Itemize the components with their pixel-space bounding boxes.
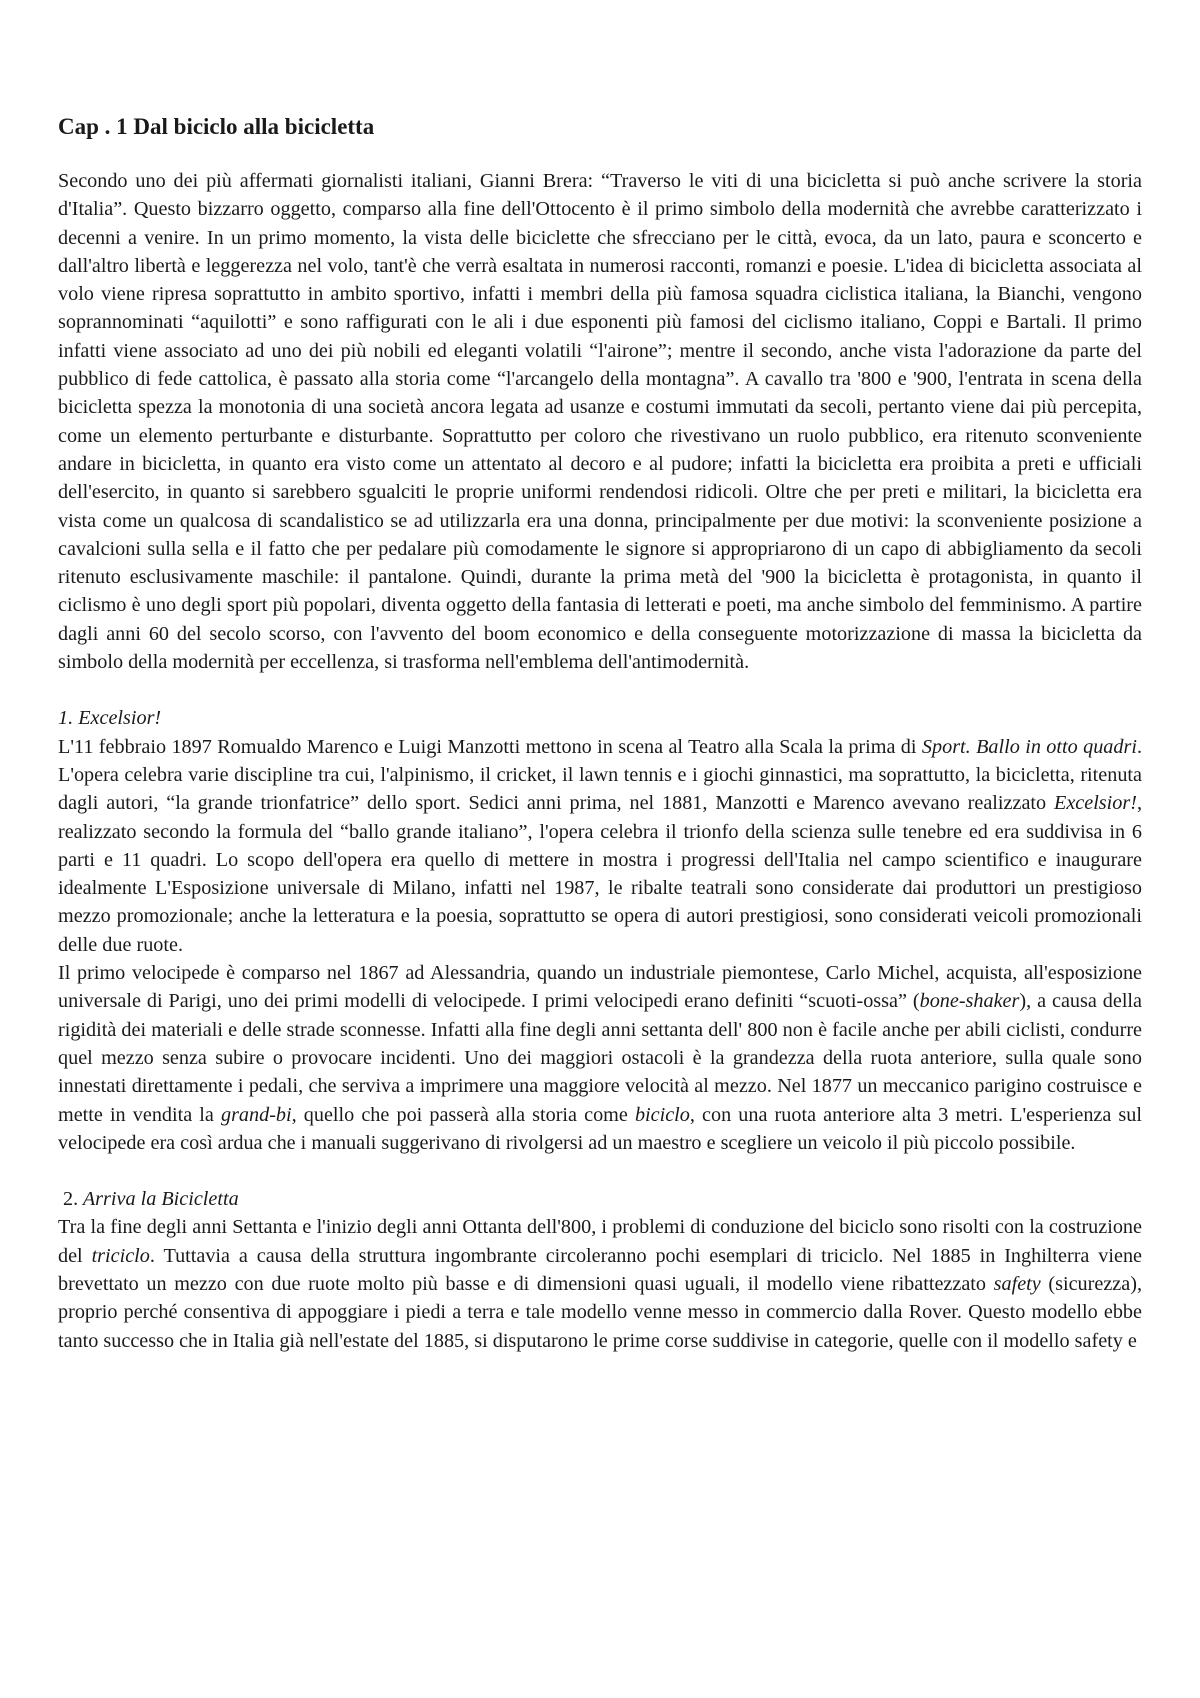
text-run: L'11 febbraio 1897 Romualdo Marenco e Luigi Manzotti mettono in scena al Teatro alla Scala la prima di — [58, 735, 922, 758]
text-run: , con una ruota anteriore alta 3 metri. L'esperienza sul velocipede era così ardua che i manuali suggerivano di rivolgersi ad un maestro e scegliere un veicolo il più piccolo possibile. — [58, 1103, 1142, 1154]
section-1-heading — [58, 704, 1142, 732]
text-run: , realizzato secondo la formula del “ballo grande italiano”, l'opera celebra il trionfo della scienza sulle tenebre ed era suddivisa in 6 parti e 11 quadri. Lo scopo dell'opera era quello di mettere in mostra i progressi dell'Italia nel campo scientifico e inaugurare idealmente L'Esposizione universale di Milano, infatti nel 1987, le ribalte teatrali sono considerate dai produttori un prestigioso mezzo promozionale; anche la letteratura e la poesia, soprattutto se opera di autori prestigiosi, sono considerati veicoli promozionali delle due ruote. — [58, 792, 1142, 956]
italic-run: grand-bi — [220, 1103, 292, 1126]
text-run: Tra la fine degli anni Settanta e l'inizio degli anni Ottanta dell'800, i problemi di conduzione del biciclo sono risolti con la costruzione del — [58, 1216, 1142, 1267]
section-2-number: 2. — [63, 1188, 79, 1211]
section-1-title: Excelsior! — [78, 707, 162, 730]
italic-run: Sport. Ballo in otto quadri — [921, 735, 1137, 758]
text-run: , quello che poi passerà alla storia come — [291, 1103, 635, 1126]
section-1-paragraph-2 — [58, 959, 1142, 1157]
section-2-paragraph-1 — [58, 1213, 1142, 1354]
section-1-paragraph-1 — [58, 733, 1142, 959]
italic-run: safety — [993, 1272, 1041, 1295]
section-1-number: 1. — [58, 707, 74, 730]
section-2-title: Arriva la Bicicletta — [82, 1188, 239, 1211]
section-2-heading — [58, 1185, 1142, 1213]
text-run: ), a causa della rigidità dei materiali e delle strade sconnesse. Infatti alla fine degli anni settanta dell' 800 non è facile anche per abili ciclisti, condurre quel mezzo senza subire o provocare incidenti. Uno dei maggiori ostacoli è la grandezza della ruota anteriore, sulla quale sono innestati direttamente i pedali, che serviva a imprimere una maggiore velocità al mezzo. Nel 1877 un meccanico parigino costruisce e mette in vendita la — [58, 990, 1143, 1126]
text-run: . L'opera celebra varie discipline tra cui, l'alpinismo, il cricket, il lawn tennis e i giochi ginnastici, ma soprattutto, la bicicletta, ritenuta dagli autori, “la grande trionfatrice” dello sport. Sedici anni prima, nel 1881, Manzotti e Marenco avevano realizzato — [58, 735, 1142, 815]
text-run: (sicurezza), proprio perché consentiva di appoggiare i piedi a terra e tale modello venne messo in commercio dalla Rover. Questo modello ebbe tanto successo che in Italia già nell'estate del 1885, si disputarono le prime corse suddivise in categorie, quelle con il modello safety e — [58, 1272, 1142, 1352]
paragraph-gap — [58, 1157, 1142, 1185]
text-run: . Tuttavia a causa della struttura ingombrante circoleranno pochi esemplari di triciclo. Nel 1885 in Inghilterra viene brevettato un mezzo con due ruote molto più basse e di dimensioni quasi uguali, il modello viene ribattezzato — [58, 1244, 1142, 1295]
italic-run: triciclo — [91, 1244, 150, 1267]
intro-paragraph: Secondo uno dei più affermati giornalisti italiani, Gianni Brera: “Traverso le viti di una bicicletta si può anche scrivere la storia d'Italia”. Questo bizzarro oggetto, comparso alla fine dell'Ottocento è il primo simbolo della modernità che avrebbe caratterizzato i decenni a venire. In un primo momento, la vista delle biciclette che sfrecciano per le città, evoca, da un lato, paura e sconcerto e dall'altro libertà e leggerezza nel volo, tant'è che verrà esaltata in numerosi racconti, romanzi e poesie. L'idea di bicicletta associata al volo viene ripresa soprattutto in ambito sportivo, infatti i membri della più famosa squadra ciclistica italiana, la Bianchi, vengono soprannominati “aquilotti” e sono raffigurati con le ali i due esponenti più famosi del ciclismo italiano, Coppi e Bartali. Il primo infatti viene associato ad uno dei più nobili ed eleganti volatili “l'airone”; mentre il secondo, anche vista l'adorazione da parte del pubblico di fede cattolica, è passato alla storia come “l'arcangelo della montagna”. A cavallo tra '800 e '900, l'entrata in scena della bicicletta spezza la monotonia di una società ancora legata ad usanze e costumi immutati da secoli, pertanto viene dai più percepita, come un elemento perturbante e disturbante. Soprattutto per coloro che rivestivano un ruolo pubblico, era ritenuto sconveniente andare in bicicletta, in quanto era visto come un attentato al decoro e al pudore; infatti la bicicletta era proibita a preti e ufficiali dell'esercito, in quanto si sarebbero sgualciti le proprie uniformi rendendosi ridicoli. Oltre che per preti e militari, la bicicletta era vista come un qualcosa di scandalistico se ad utilizzarla era una donna, principalmente per due motivi: la sconveniente posizione a cavalcioni sulla sella e il fatto che per pedalare più comodamente le signore si appropriarono di un capo di abbigliamento da secoli ritenuto esclusivamente maschile: il pantalone. Quindi, durante la prima metà del '900 la bicicletta è protagonista, in quanto il ciclismo è uno degli sport più popolari, diventa oggetto della fantasia di letterati e poeti, ma anche simbolo del femminismo. A partire dagli anni 60 del secolo scorso, con l'avvento del boom economico e della conseguente motorizzazione di massa la bicicletta da simbolo della modernità per eccellenza, si trasforma nell'emblema dell'antimodernità. — [58, 170, 1142, 674]
italic-run: bone-shaker — [919, 990, 1020, 1013]
paragraph-gap — [58, 676, 1142, 704]
document-page — [58, 112, 1142, 1355]
text-run: Il primo velocipede è comparso nel 1867 ad Alessandria, quando un industriale piemontese, Carlo Michel, acquista, all'esposizione universale di Parigi, uno dei primi modelli di velocipede. I primi velocipedi erano definiti “scuoti-ossa” ( — [58, 962, 1142, 1013]
italic-run: Excelsior! — [1053, 792, 1137, 815]
italic-run: biciclo — [634, 1103, 690, 1126]
chapter-title: Cap . 1 Dal biciclo alla bicicletta — [58, 114, 375, 139]
